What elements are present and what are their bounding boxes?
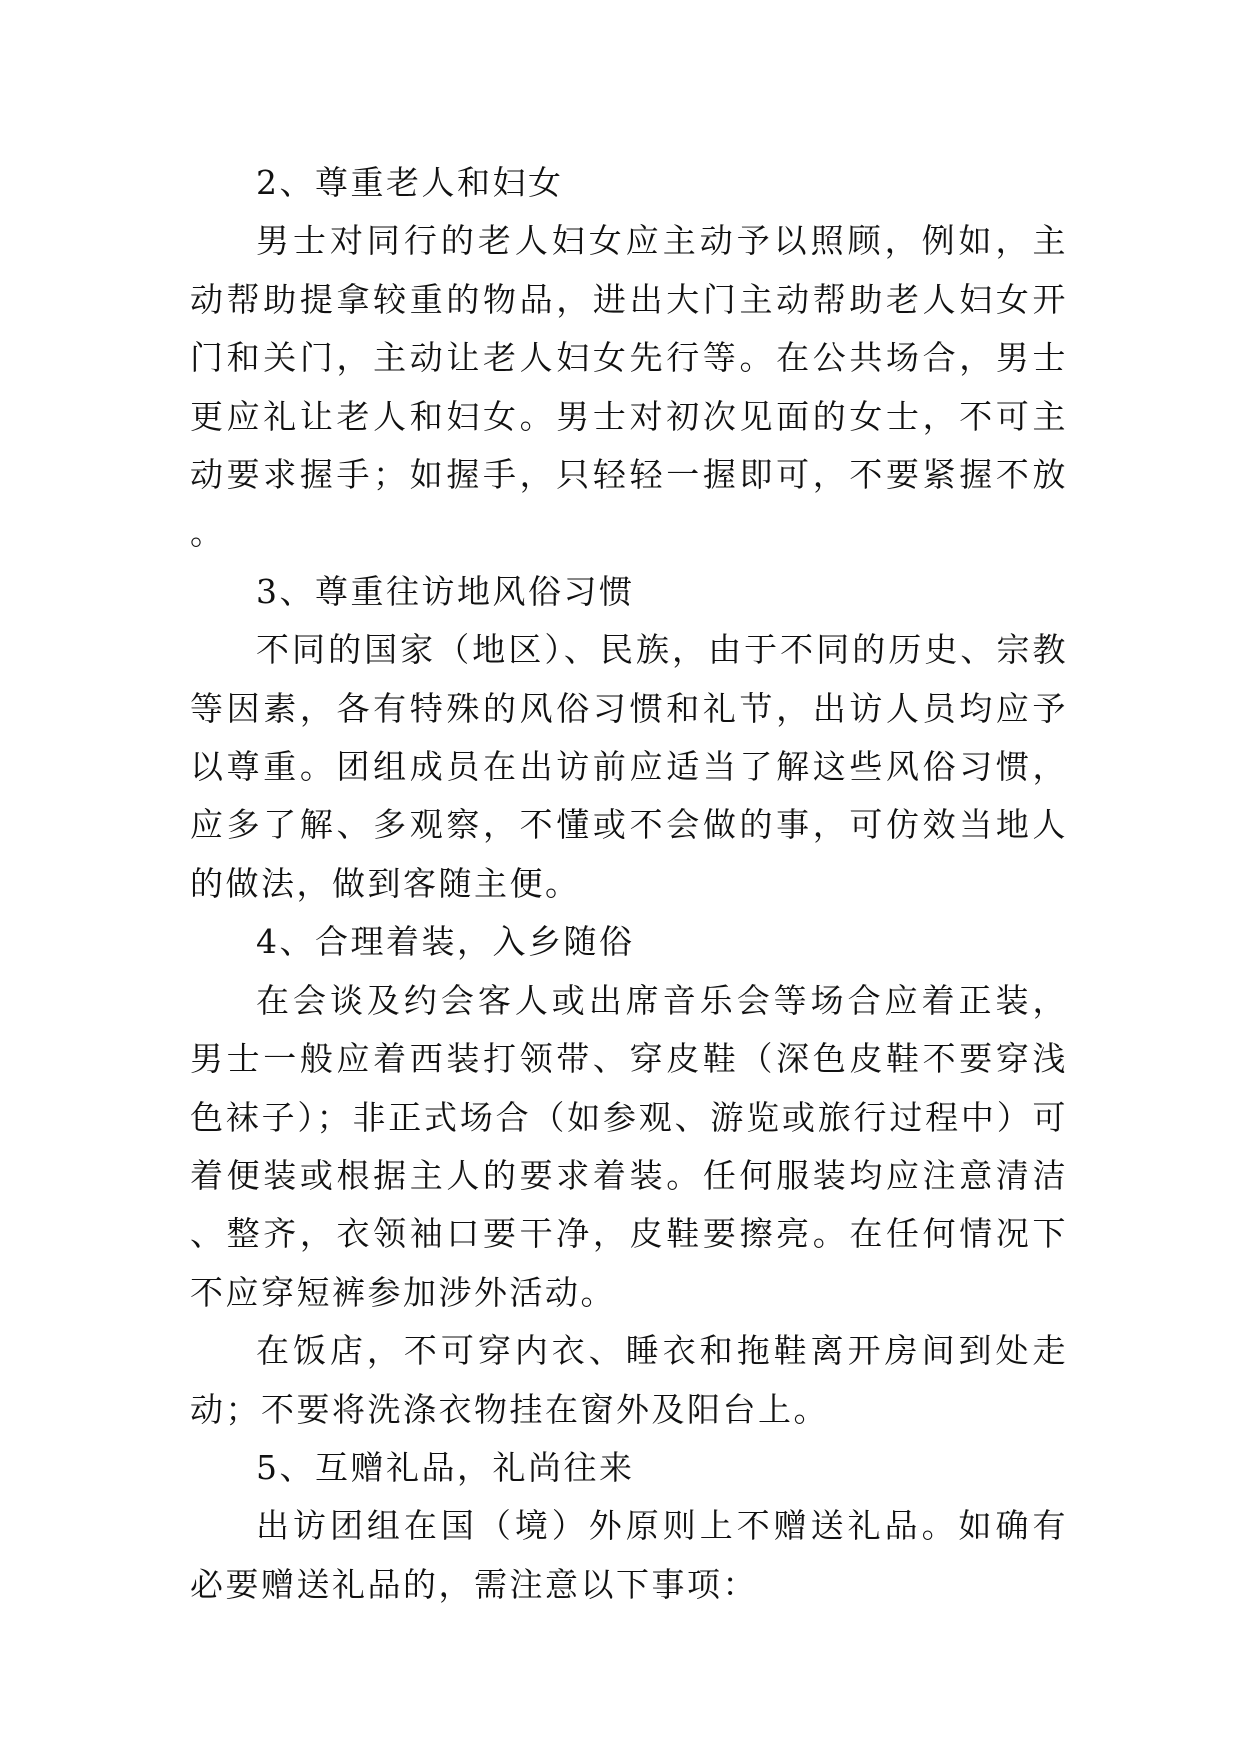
section-heading-2: 2、尊重老人和妇女 bbox=[256, 163, 564, 202]
paragraph-respect-elders-women: 男士对同行的老人妇女应主动予以照顾，例如，主动帮助提拿较重的物品，进出大门主动帮助老人妇女开门和关门，主动让老人妇女先行等。在公共场合，男士更应礼让老人和妇女。男士对初次见面的女士，不可主动要求握手；如握手，只轻轻一握即可，不要紧握不放。 bbox=[190, 221, 1068, 553]
paragraph-hotel-conduct: 在饭店，不可穿内衣、睡衣和拖鞋离开房间到处走动；不要将洗涤衣物挂在窗外及阳台上。 bbox=[190, 1331, 1068, 1429]
paragraph-dress-code: 在会谈及约会客人或出席音乐会等场合应着正装，男士一般应着西装打领带、穿皮鞋（深色皮鞋不要穿浅色袜子）；非正式场合（如参观、游览或旅行过程中）可着便装或根据主人的要求着装。任何服装均应注意清洁、整齐，衣领袖口要干净，皮鞋要擦亮。在任何情况下不应穿短裤参加涉外活动。 bbox=[190, 980, 1068, 1312]
section-heading-3: 3、尊重往访地风俗习惯 bbox=[256, 571, 635, 611]
paragraph-gift-exchange: 出访团组在国（境）外原则上不赠送礼品。如确有必要赠送礼品的，需注意以下事项： bbox=[190, 1506, 1068, 1604]
paragraph-local-customs: 不同的国家（地区）、民族，由于不同的历史、宗教等因素，各有特殊的风俗习惯和礼节，出访人员均应予以尊重。团组成员在出访前应适当了解这些风俗习惯，应多了解、多观察，不懂或不会做的事，可仿效当地人的做法，做到客随主便。 bbox=[190, 630, 1068, 903]
section-heading-5: 5、互赠礼品，礼尚往来 bbox=[256, 1447, 635, 1487]
section-heading-4: 4、合理着装，入乡随俗 bbox=[256, 922, 635, 962]
document-body bbox=[190, 154, 1068, 1614]
